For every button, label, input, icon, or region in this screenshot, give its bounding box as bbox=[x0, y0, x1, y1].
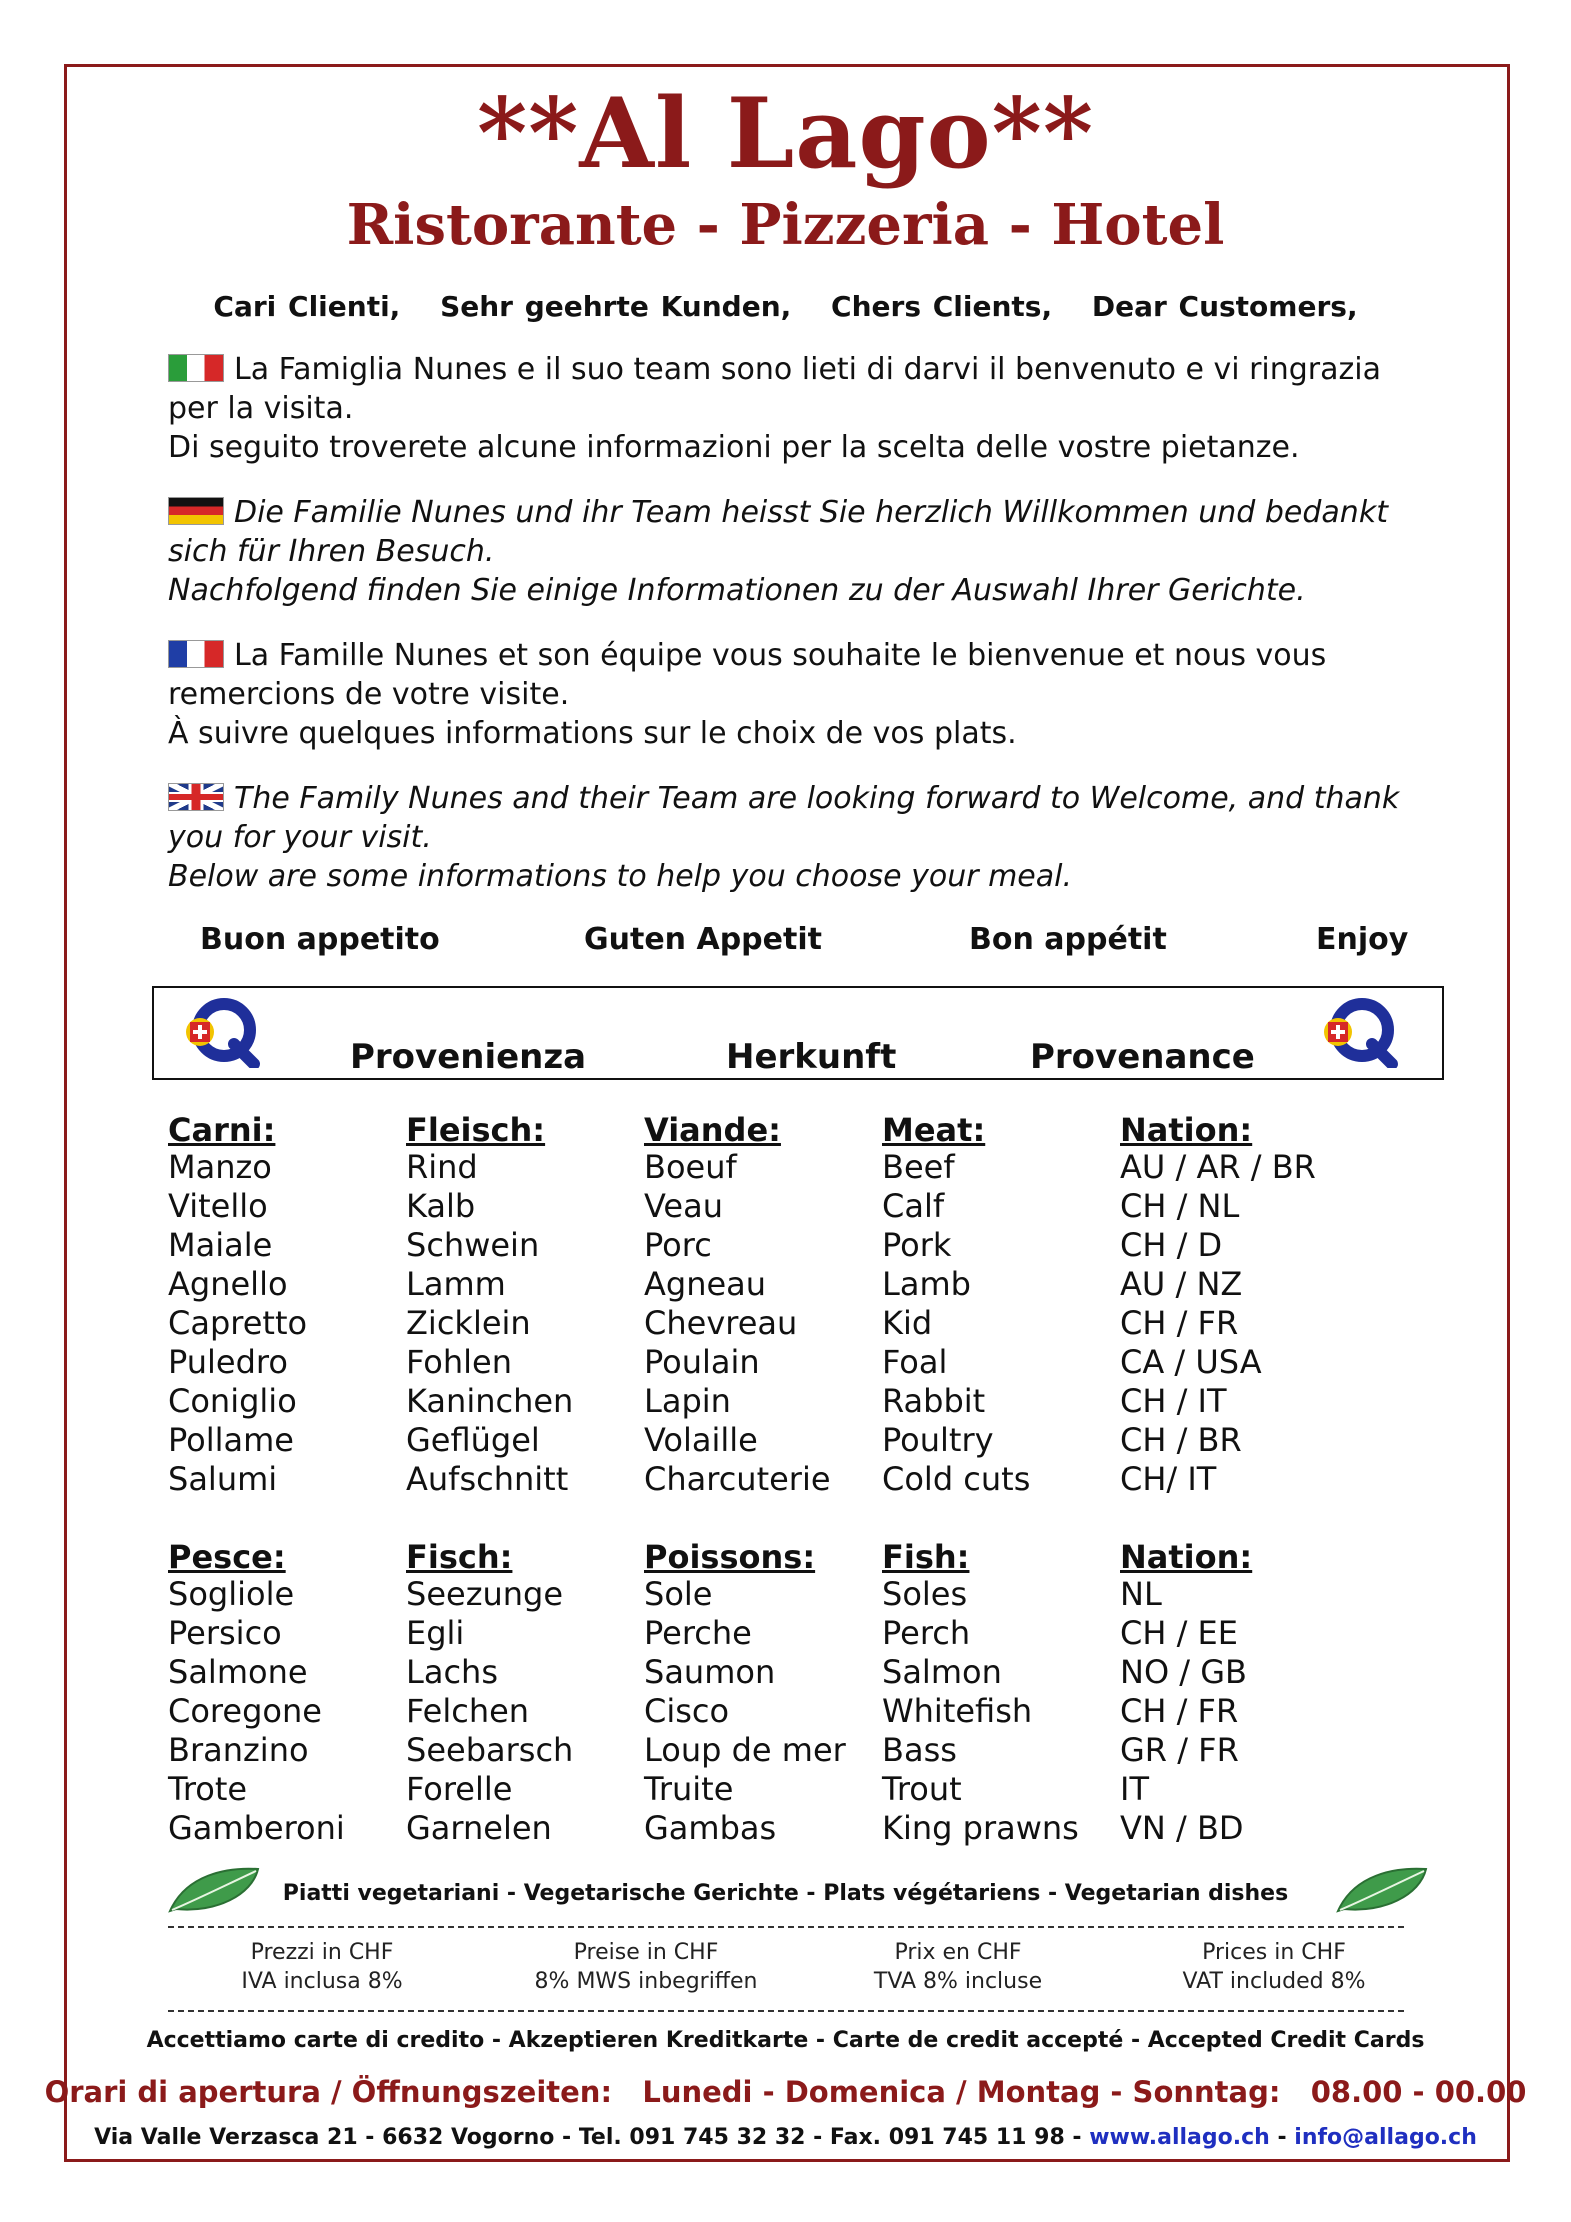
table-cell: Pork bbox=[882, 1226, 952, 1264]
website-link[interactable]: www.allago.ch bbox=[1089, 2125, 1270, 2150]
greetings-line bbox=[0, 288, 1571, 326]
table-cell: Geflügel bbox=[406, 1421, 540, 1459]
paragraph-line: you for your visit. bbox=[168, 820, 432, 855]
paragraph-line: Die Familie Nunes und ihr Team heisst Sie herzlich Willkommen und bedankt bbox=[234, 495, 1388, 530]
table-cell: Truite bbox=[644, 1770, 734, 1808]
table-cell: Coregone bbox=[168, 1692, 322, 1730]
table-cell: Agnello bbox=[168, 1265, 288, 1303]
table-cell: Seebarsch bbox=[406, 1731, 574, 1769]
price-vat: 8% MWS inbegriffen bbox=[534, 1969, 758, 1994]
table-cell: Lamb bbox=[882, 1265, 971, 1303]
table-cell: AU / AR / BR bbox=[1120, 1148, 1316, 1186]
appetit-german: Guten Appetit bbox=[584, 922, 822, 957]
table-cell: Felchen bbox=[406, 1692, 530, 1730]
table-cell: Chevreau bbox=[644, 1304, 798, 1342]
welcome-paragraph-italian bbox=[168, 350, 1458, 467]
price-currency: Prezzi in CHF bbox=[250, 1940, 394, 1965]
provenance-label-german: Herkunft bbox=[726, 1037, 897, 1077]
paragraph-line: Nachfolgend finden Sie einige Informationen zu der Auswahl Ihrer Gerichte. bbox=[168, 573, 1306, 608]
table-cell: Coniglio bbox=[168, 1382, 297, 1420]
paragraph-line: Di seguito troverete alcune informazioni per la scelta delle vostre pietanze. bbox=[168, 430, 1300, 465]
column-header-fish: Fish: bbox=[882, 1538, 970, 1576]
table-cell: CH / FR bbox=[1120, 1304, 1239, 1342]
provenance-label-italian: Provenienza bbox=[350, 1037, 587, 1077]
price-note-italian bbox=[172, 1938, 472, 1996]
table-cell: Veau bbox=[644, 1187, 723, 1225]
table-cell: Salmone bbox=[168, 1653, 308, 1691]
table-cell: Kaninchen bbox=[406, 1382, 574, 1420]
table-cell: Soles bbox=[882, 1575, 968, 1613]
price-note-english bbox=[1124, 1938, 1424, 1996]
paragraph-line: remercions de votre visite. bbox=[168, 677, 570, 712]
table-cell: Gambas bbox=[644, 1809, 777, 1847]
france-flag-icon bbox=[168, 640, 224, 668]
price-vat: VAT included 8% bbox=[1182, 1969, 1366, 1994]
table-cell: Cold cuts bbox=[882, 1460, 1031, 1498]
welcome-paragraph-french bbox=[168, 636, 1458, 753]
opening-hours: Orari di apertura / Öffnungszeiten: Lunedi - Domenica / Montag - Sonntag: 08.00 - 00.00 bbox=[44, 2075, 1527, 2109]
table-cell: Saumon bbox=[644, 1653, 776, 1691]
table-cell: Gamberoni bbox=[168, 1809, 345, 1847]
table-cell: Zicklein bbox=[406, 1304, 531, 1342]
address-text: Via Valle Verzasca 21 - 6632 Vogorno - Tel. 091 745 32 32 - Fax. 091 745 11 98 - bbox=[94, 2125, 1090, 2150]
table-cell: Pollame bbox=[168, 1421, 294, 1459]
table-cell: IT bbox=[1120, 1770, 1149, 1808]
column-header-fish: Fisch: bbox=[406, 1538, 513, 1576]
dashed-divider bbox=[168, 1926, 1404, 1928]
table-cell: Agneau bbox=[644, 1265, 767, 1303]
table-cell: Rabbit bbox=[882, 1382, 986, 1420]
uk-flag-icon bbox=[168, 783, 224, 811]
price-vat: TVA 8% incluse bbox=[873, 1969, 1043, 1994]
table-cell: Trout bbox=[882, 1770, 962, 1808]
column-header-meat: Carni: bbox=[168, 1111, 276, 1149]
table-cell: Salumi bbox=[168, 1460, 278, 1498]
table-cell: Salmon bbox=[882, 1653, 1002, 1691]
price-note-french bbox=[808, 1938, 1108, 1996]
table-cell: CH / NL bbox=[1120, 1187, 1240, 1225]
restaurant-subtitle: Ristorante - Pizzeria - Hotel bbox=[346, 192, 1225, 258]
column-header-fish: Pesce: bbox=[168, 1538, 286, 1576]
table-cell: Poultry bbox=[882, 1421, 994, 1459]
italy-flag-icon bbox=[168, 354, 224, 382]
column-header-meat: Meat: bbox=[882, 1111, 986, 1149]
table-cell: King prawns bbox=[882, 1809, 1079, 1847]
price-note-german bbox=[496, 1938, 796, 1996]
table-cell: Beef bbox=[882, 1148, 955, 1186]
table-cell: CH / BR bbox=[1120, 1421, 1242, 1459]
table-cell: Lachs bbox=[406, 1653, 498, 1691]
table-cell: Forelle bbox=[406, 1770, 513, 1808]
germany-flag-icon bbox=[168, 497, 224, 525]
swiss-quality-q-icon bbox=[1316, 994, 1402, 1068]
table-cell: Rind bbox=[406, 1148, 478, 1186]
column-header-meat: Viande: bbox=[644, 1111, 781, 1149]
table-cell: CH / D bbox=[1120, 1226, 1223, 1264]
column-header-meat: Nation: bbox=[1120, 1111, 1253, 1149]
paragraph-line: La Famiglia Nunes e il suo team sono lieti di darvi il benvenuto e vi ringrazia bbox=[234, 352, 1381, 387]
credit-cards-note: Accettiamo carte di credito - Akzeptieren Kreditkarte - Carte de credit accepté - Accepted Credit Cards bbox=[146, 2028, 1425, 2053]
table-cell: VN / BD bbox=[1120, 1809, 1244, 1847]
paragraph-line: The Family Nunes and their Team are looking forward to Welcome, and thank bbox=[234, 781, 1400, 816]
table-cell: Seezunge bbox=[406, 1575, 564, 1613]
table-cell: Sole bbox=[644, 1575, 713, 1613]
table-cell: CH / EE bbox=[1120, 1614, 1238, 1652]
table-cell: Poulain bbox=[644, 1343, 760, 1381]
table-cell: Branzino bbox=[168, 1731, 309, 1769]
table-cell: GR / FR bbox=[1120, 1731, 1239, 1769]
table-cell: Loup de mer bbox=[644, 1731, 846, 1769]
greeting-italian: Cari Clienti, bbox=[213, 290, 401, 323]
table-cell: Whitefish bbox=[882, 1692, 1033, 1730]
table-cell: NL bbox=[1120, 1575, 1162, 1613]
table-cell: Boeuf bbox=[644, 1148, 737, 1186]
table-cell: Aufschnitt bbox=[406, 1460, 569, 1498]
table-cell: CH/ IT bbox=[1120, 1460, 1217, 1498]
provenance-label-french: Provenance bbox=[1030, 1037, 1255, 1077]
paragraph-line: La Famille Nunes et son équipe vous souhaite le bienvenue et nous vous bbox=[234, 638, 1327, 673]
table-cell: CH / FR bbox=[1120, 1692, 1239, 1730]
appetit-french: Bon appétit bbox=[969, 922, 1167, 957]
paragraph-line: À suivre quelques informations sur le choix de vos plats. bbox=[168, 716, 1017, 751]
column-header-fish: Poissons: bbox=[644, 1538, 816, 1576]
table-cell: Vitello bbox=[168, 1187, 268, 1225]
table-cell: AU / NZ bbox=[1120, 1265, 1243, 1303]
separator: - bbox=[1269, 2125, 1295, 2150]
table-cell: NO / GB bbox=[1120, 1653, 1247, 1691]
greeting-english: Dear Customers, bbox=[1091, 290, 1358, 323]
table-cell: Volaille bbox=[644, 1421, 758, 1459]
table-cell: Sogliole bbox=[168, 1575, 295, 1613]
price-vat: IVA inclusa 8% bbox=[241, 1969, 403, 1994]
table-cell: Kalb bbox=[406, 1187, 476, 1225]
table-cell: Charcuterie bbox=[644, 1460, 831, 1498]
table-cell: Manzo bbox=[168, 1148, 272, 1186]
table-cell: Garnelen bbox=[406, 1809, 552, 1847]
table-cell: Calf bbox=[882, 1187, 945, 1225]
vegetarian-dishes-label: Piatti vegetariani - Vegetarische Gerichte - Plats végétariens - Vegetarian dishes bbox=[282, 1881, 1289, 1906]
table-cell: Trote bbox=[168, 1770, 248, 1808]
table-cell: Perche bbox=[644, 1614, 752, 1652]
table-cell: Lapin bbox=[644, 1382, 731, 1420]
restaurant-title: **Al Lago** bbox=[476, 77, 1095, 190]
table-cell: Capretto bbox=[168, 1304, 308, 1342]
table-cell: Fohlen bbox=[406, 1343, 512, 1381]
table-cell: Kid bbox=[882, 1304, 933, 1342]
table-cell: Foal bbox=[882, 1343, 948, 1381]
column-header-fish: Nation: bbox=[1120, 1538, 1253, 1576]
table-cell: Lamm bbox=[406, 1265, 506, 1303]
table-cell: Persico bbox=[168, 1614, 282, 1652]
swiss-quality-q-icon bbox=[178, 994, 264, 1068]
table-cell: Maiale bbox=[168, 1226, 273, 1264]
paragraph-line: per la visita. bbox=[168, 391, 354, 426]
paragraph-line: sich für Ihren Besuch. bbox=[168, 534, 495, 569]
price-currency: Preise in CHF bbox=[573, 1940, 719, 1965]
welcome-paragraph-english bbox=[168, 779, 1458, 896]
price-currency: Prix en CHF bbox=[894, 1940, 1022, 1965]
appetit-english: Enjoy bbox=[1316, 922, 1409, 957]
table-cell: Cisco bbox=[644, 1692, 730, 1730]
table-cell: Porc bbox=[644, 1226, 712, 1264]
table-cell: CH / IT bbox=[1120, 1382, 1227, 1420]
table-cell: Bass bbox=[882, 1731, 957, 1769]
table-cell: Egli bbox=[406, 1614, 465, 1652]
email-link[interactable]: info@allago.ch bbox=[1294, 2125, 1477, 2150]
table-cell: Perch bbox=[882, 1614, 971, 1652]
greeting-french: Chers Clients, bbox=[831, 290, 1053, 323]
appetit-italian: Buon appetito bbox=[200, 922, 440, 957]
table-cell: Puledro bbox=[168, 1343, 288, 1381]
dashed-divider bbox=[168, 2010, 1404, 2012]
price-currency: Prices in CHF bbox=[1202, 1940, 1346, 1965]
footer-contact bbox=[0, 2123, 1571, 2153]
column-header-meat: Fleisch: bbox=[406, 1111, 546, 1149]
welcome-paragraph-german bbox=[168, 493, 1458, 610]
greeting-german: Sehr geehrte Kunden, bbox=[440, 290, 792, 323]
table-cell: Schwein bbox=[406, 1226, 540, 1264]
table-cell: CA / USA bbox=[1120, 1343, 1262, 1381]
paragraph-line: Below are some informations to help you choose your meal. bbox=[168, 859, 1073, 894]
